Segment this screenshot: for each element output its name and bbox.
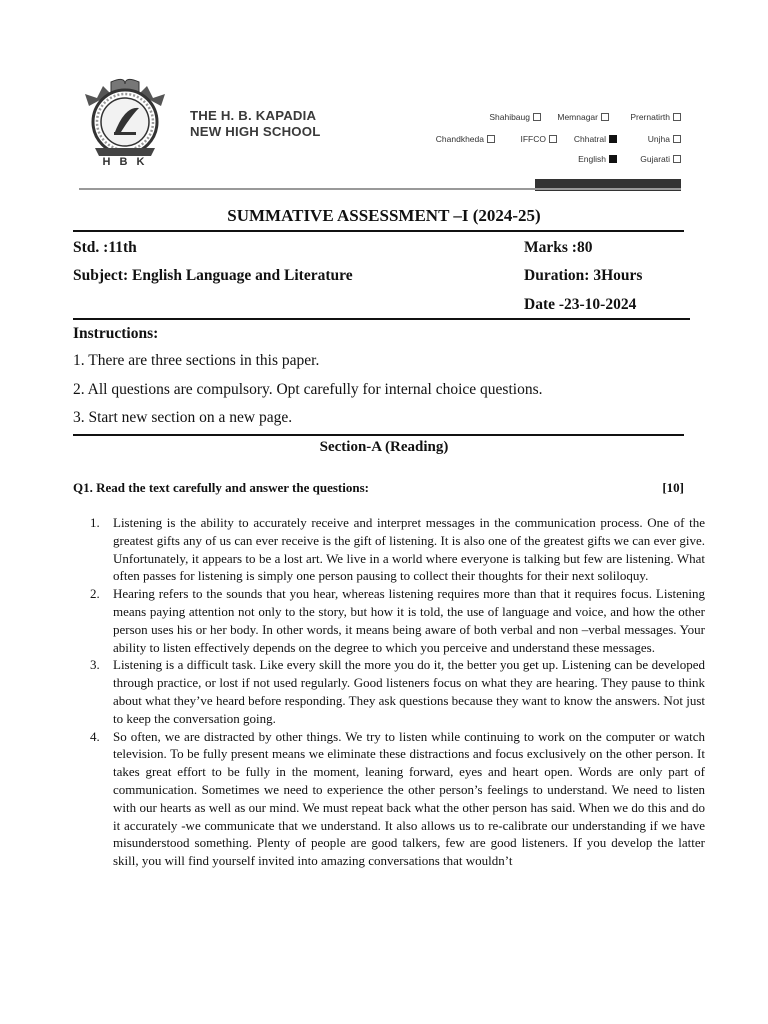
paragraph-text: Hearing refers to the sounds that you hear, whereas listening requires more than that it requires focus. Listening means paying attention not only to the story, but how it is told, the use of language and voice, and how the other person uses his or her body. In other words, it means being aware of both verbal and non –verbal messages. Your ability to listen effectively depends on the degree to which you perceive and understand these messages. [113,586,705,655]
subject-label: Subject: English Language and Literature [73,267,353,284]
paragraph-number: 1. [90,515,100,530]
section-a-heading: Section-A (Reading) [319,439,449,455]
marks-label: Marks :80 [524,239,593,256]
reading-passage [90,514,705,870]
instructions-heading: Instructions: [73,325,159,342]
paragraph-text: Listening is the ability to accurately receive and interpret messages in the communication process. One of the greatest gifts any of us can ever receive is the gift of listening. It is also one of the greatest gifts we can ever give. Unfortunately, it appears to be a lost art. We live in a world where everyone is talking but few are listening. What often passes for listening is simply one person pausing to collect their thoughts for their next soliloquy. [113,515,705,584]
branch-iffco [521,134,558,144]
passage-paragraph-1 [90,514,705,585]
date-label: Date -23-10-2024 [524,296,637,313]
checkbox-icon [673,135,681,143]
meta-divider [73,318,690,320]
branch-label: Prernatirth [630,112,670,122]
instruction-item: 3. Start new section on a new page. [73,409,293,426]
letterhead [79,70,681,194]
branch-english [578,154,617,164]
branch-memnagar [557,112,609,122]
branch-checkboxes [429,110,681,170]
branch-label: IFFCO [520,134,546,144]
branch-chhatral [574,134,617,144]
paragraph-number: 4. [90,728,100,744]
branch-label: English [578,154,606,164]
paragraph-text: Listening is a difficult task. Like every skill the more you do it, the better you get up. Listening can be developed through practice, or lost if not used regularly. Good listeners focus on what they are hearing. They pause to think about what they’ve heard before responding. They ask questions because they want to know the answers. Not just to keep the conversation going. [113,657,705,726]
school-name-line1: THE H. B. KAPADIA [190,108,317,123]
question-1-marks: [10] [662,480,684,495]
checkbox-checked-icon [609,155,617,163]
paragraph-text: So often, we are distracted by other things. We try to listen while continuing to work on the computer or watch television. To be fully present means we eliminate these distractions and focus exclusively on the other person. It takes great effort to be fully in the moment, leaning forward, eyes and heart open. Words are only part of communication. Sometimes we need to experience the other person’s feelings to understand. We need to listen with our hearts as well as our mind. We must repeat back what the other person has said. When we do this and do it accurately -we communicate that we understand. It also allows us to re-calibrate our understanding if we have misunderstood something. Plenty of people are good talkers, few are good listeners. If you develop the latter skill, you will find yourself invited into amazing conversations that wouldn’t [113,728,705,869]
checkbox-icon [549,135,557,143]
checkbox-checked-icon [609,135,617,143]
school-logo [81,72,169,172]
branch-label: Memnagar [557,112,598,122]
checkbox-icon [673,155,681,163]
branch-unjha [648,134,681,144]
school-name-line2: NEW HIGH SCHOOL [190,123,321,139]
question-1-text: Q1. Read the text carefully and answer the questions: [73,480,369,495]
checkbox-icon [673,113,681,121]
branch-label: Chhatral [573,134,606,144]
checkbox-icon [487,135,495,143]
passage-paragraph-2 [90,585,705,656]
checkbox-icon [601,113,609,121]
instruction-item: 2. All questions are compulsory. Opt carefully for internal choice questions. [73,381,543,398]
branch-label: Shahibaug [489,112,530,122]
passage-paragraph-3 [90,656,705,727]
paragraph-number: 3. [90,657,100,673]
branch-label: Gujarati [640,154,670,164]
branch-label: Unjha [647,134,670,144]
title-divider [73,230,684,232]
checkbox-icon [533,113,541,121]
instruction-item: 1. There are three sections in this paper. [73,352,320,369]
question-1 [73,480,684,496]
branch-gujarati [640,154,681,164]
branch-shahibaug [489,112,541,122]
logo-initials: H B K [102,156,148,168]
instructions-divider [73,434,684,436]
duration-label: Duration: 3Hours [524,267,643,284]
passage-paragraph-4 [90,728,705,870]
branch-prernatirth [630,112,681,122]
header-divider [79,188,681,190]
branch-chandkheda [436,134,495,144]
std-label: Std. :11th [73,239,137,256]
paragraph-number: 2. [90,586,100,602]
exam-title: SUMMATIVE ASSESSMENT –I (2024-25) [227,206,541,225]
school-name [190,108,320,139]
branch-label: Chandkheda [435,134,484,144]
